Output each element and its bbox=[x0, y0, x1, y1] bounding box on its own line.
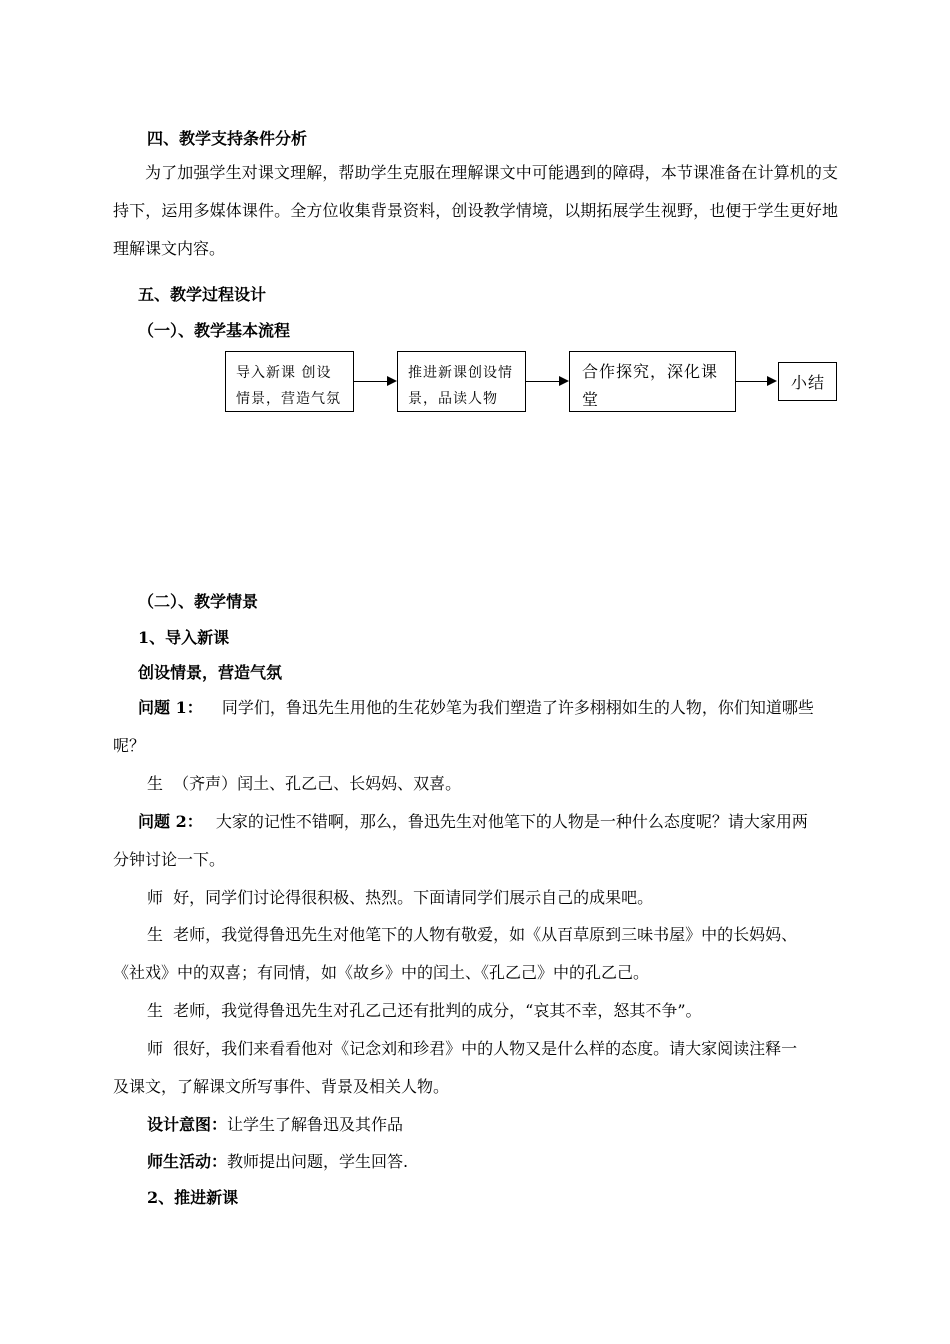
question-1-text: 同学们，鲁迅先生用他的生花妙笔为我们塑造了许多栩栩如生的人物，你们知道哪些 bbox=[221, 698, 814, 717]
flow-arrow-1-head bbox=[387, 376, 397, 386]
class-activity-label: 师生活动： bbox=[147, 1152, 228, 1171]
class-activity bbox=[147, 1149, 408, 1172]
teacher-line-1: 师 好，同学们讨论得很积极、热烈。下面请同学们展示自己的成果吧。 bbox=[147, 888, 654, 907]
question-2-continued: 分钟讨论一下。 bbox=[113, 850, 226, 869]
flow-arrow-2 bbox=[526, 381, 560, 382]
subsection-scenario-heading: （二）、教学情景 bbox=[138, 592, 259, 611]
question-2-text: 大家的记性不错啊，那么，鲁迅先生对他笔下的人物是一种什么态度呢？请大家用两 bbox=[215, 812, 808, 831]
student-line-2: 生 老师，我觉得鲁迅先生对孔乙己还有批判的成分，“哀其不幸，怒其不争”。 bbox=[147, 1001, 702, 1020]
question-1-continued: 呢？ bbox=[113, 736, 146, 755]
section-4-paragraph: 为了加强学生对课文理解，帮助学生克服在理解课文中可能遇到的障碍，本节课准备在计算机的支持下，运用多媒体课件。全方位收集背景资料，创设教学情境，以期拓展学生视野，也便于学生更好地理解课文内容。 bbox=[113, 163, 838, 258]
subsection-flow-heading: （一）、教学基本流程 bbox=[138, 321, 291, 340]
flow-box-intro bbox=[225, 351, 354, 412]
flow-arrow-3 bbox=[736, 381, 768, 382]
flow-box-explore-line1: 合作探究，深化课 bbox=[582, 362, 719, 381]
flow-arrow-2-head bbox=[559, 376, 569, 386]
step-1-heading: 1、导入新课 bbox=[138, 628, 230, 647]
teacher-line-2: 师 很好，我们来看看他对《记念刘和珍君》中的人物又是什么样的态度。请大家阅读注释一 bbox=[147, 1039, 798, 1058]
flow-arrow-3-head bbox=[767, 376, 777, 386]
step-2-heading: 2、推进新课 bbox=[147, 1188, 239, 1207]
question-1 bbox=[138, 695, 814, 718]
step-1-subheading: 创设情景，营造气氛 bbox=[138, 663, 283, 682]
design-intent-label: 设计意图： bbox=[147, 1115, 228, 1134]
student-line-1-continued: 《社戏》中的双喜；有同情，如《故乡》中的闰土、《孔乙己》中的孔乙己。 bbox=[113, 963, 650, 982]
flow-box-advance-line1: 推进新课创设情 bbox=[408, 365, 513, 381]
flow-box-advance bbox=[397, 351, 526, 412]
question-2-label: 问题 2： bbox=[138, 812, 203, 831]
answer-1: 生 （齐声）闰土、孔乙己、长妈妈、双喜。 bbox=[147, 774, 462, 793]
flow-box-explore bbox=[569, 351, 736, 412]
question-1-label: 问题 1： bbox=[138, 698, 203, 717]
student-line-1: 生 老师，我觉得鲁迅先生对他笔下的人物有敬爱，如《从百草原到三味书屋》中的长妈妈、 bbox=[147, 925, 798, 944]
teacher-line-2-continued: 及课文，了解课文所写事件、背景及相关人物。 bbox=[113, 1077, 450, 1096]
flow-box-explore-line2: 堂 bbox=[582, 390, 600, 409]
flow-box-summary-label: 小结 bbox=[791, 373, 826, 392]
question-2 bbox=[138, 809, 808, 832]
flow-box-summary bbox=[778, 362, 837, 401]
flow-box-advance-line2: 景，品读人物 bbox=[408, 391, 498, 407]
section-heading-4: 四、教学支持条件分析 bbox=[147, 129, 308, 148]
design-intent-text: 让学生了解鲁迅及其作品 bbox=[227, 1115, 404, 1134]
flow-box-intro-line1: 导入新课 创设 bbox=[236, 365, 332, 381]
section-heading-5: 五、教学过程设计 bbox=[138, 285, 267, 304]
class-activity-text: 教师提出问题，学生回答. bbox=[227, 1152, 409, 1171]
flow-arrow-1 bbox=[354, 381, 388, 382]
design-intent bbox=[147, 1112, 403, 1135]
flow-box-intro-line2: 情景，营造气氛 bbox=[236, 391, 341, 407]
